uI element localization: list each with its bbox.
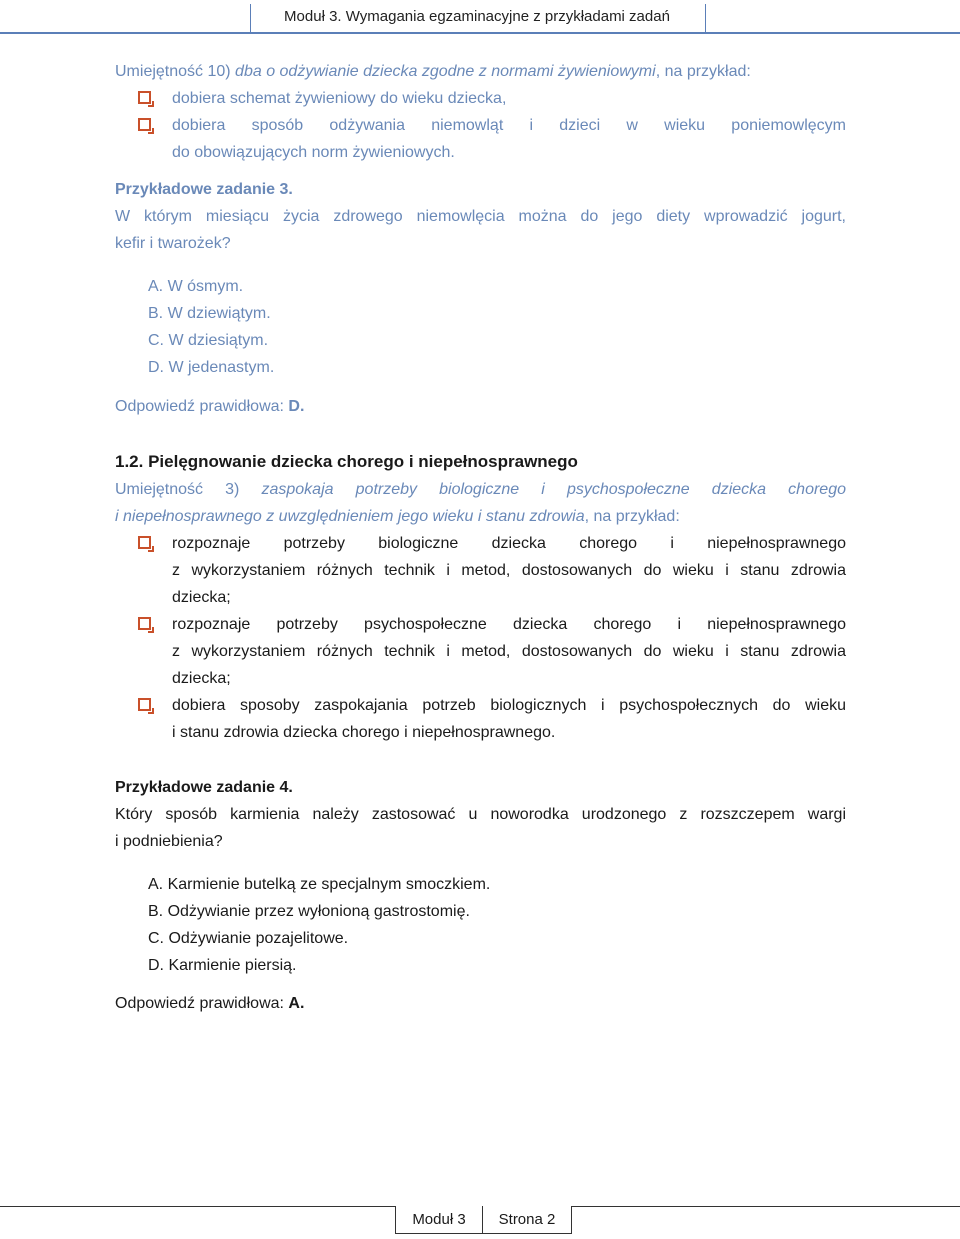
task3-title: Przykładowe zadanie 3. [115, 181, 293, 198]
task4-question-line2: i podniebienia? [115, 833, 223, 850]
skill3-intro-line2: i niepełnosprawnego z uwzględnieniem jego wieku i stanu zdrowia, na przykład: [115, 508, 680, 525]
task4-question-line1: Który sposób karmienia należy zastosować u noworodka urodzonego z rozszczepem wargi [115, 806, 846, 823]
footer-page-number: Strona 2 [482, 1206, 572, 1234]
section-heading: 1.2. Pielęgnowanie dziecka chorego i niepełnosprawnego [115, 452, 578, 471]
skill10-bullet: dobiera sposób odżywania niemowląt i dzieci w wieku poniemowlęcym [138, 112, 846, 139]
task3-option-a: A. W ósmym. [148, 278, 244, 295]
task4-option-c: C. Odżywianie pozajelitowe. [148, 930, 349, 947]
checkbox-bullet-icon [138, 91, 151, 104]
skill3-bullet: rozpoznaje potrzeby biologiczne dziecka chorego i niepełnosprawnego [138, 530, 846, 557]
checkbox-bullet-icon [138, 118, 151, 131]
header-title: Moduł 3. Wymagania egzaminacyjne z przykładami zadań [284, 8, 670, 25]
skill3-bullet: dobiera sposoby zaspokajania potrzeb biologicznych i psychospołecznych do wieku [138, 692, 846, 719]
skill10-intro: Umiejętność 10) dba o odżywianie dziecka zgodne z normami żywieniowymi, na przykład: [115, 63, 751, 80]
checkbox-bullet-icon [138, 698, 151, 711]
task3-option-b: B. W dziewiątym. [148, 305, 271, 322]
skill10-bullet: dobiera schemat żywieniowy do wieku dziecka, [138, 85, 846, 112]
task4-option-d: D. Karmienie piersią. [148, 957, 297, 974]
task3-option-c: C. W dziesiątym. [148, 332, 269, 349]
task3-question-line2: kefir i twarożek? [115, 235, 231, 252]
task4-option-b: B. Odżywianie przez wyłonioną gastrostomię. [148, 903, 470, 920]
checkbox-bullet-icon [138, 617, 151, 630]
skill10-bullet-continuation: do obowiązujących norm żywieniowych. [172, 144, 455, 161]
skill3-bullet-continuation: z wykorzystaniem różnych technik i metod, dostosowanych do wieku i stanu zdrowia [172, 643, 846, 660]
task4-option-a: A. Karmienie butelką ze specjalnym smoczkiem. [148, 876, 491, 893]
skill3-intro-line1: Umiejętność 3) zaspokaja potrzeby biologiczne i psychospołeczne dziecka chorego [115, 481, 846, 498]
footer-module: Moduł 3 [395, 1206, 483, 1234]
skill3-bullet-continuation: z wykorzystaniem różnych technik i metod, dostosowanych do wieku i stanu zdrowia [172, 562, 846, 579]
task3-option-d: D. W jedenastym. [148, 359, 275, 376]
skill3-bullet: rozpoznaje potrzeby psychospołeczne dziecka chorego i niepełnosprawnego [138, 611, 846, 638]
skill3-bullet-continuation: dziecka; [172, 670, 231, 687]
task3-question-line1: W którym miesiącu życia zdrowego niemowlęcia można do jego diety wprowadzić jogurt, [115, 208, 846, 225]
checkbox-bullet-icon [138, 536, 151, 549]
task4-title: Przykładowe zadanie 4. [115, 779, 293, 796]
skill3-bullet-continuation: dziecka; [172, 589, 231, 606]
skill3-bullet-continuation: i stanu zdrowia dziecka chorego i niepełnosprawnego. [172, 724, 556, 741]
task3-answer: Odpowiedź prawidłowa: D. [115, 398, 305, 415]
header-rule [0, 32, 960, 34]
task4-answer: Odpowiedź prawidłowa: A. [115, 995, 305, 1012]
